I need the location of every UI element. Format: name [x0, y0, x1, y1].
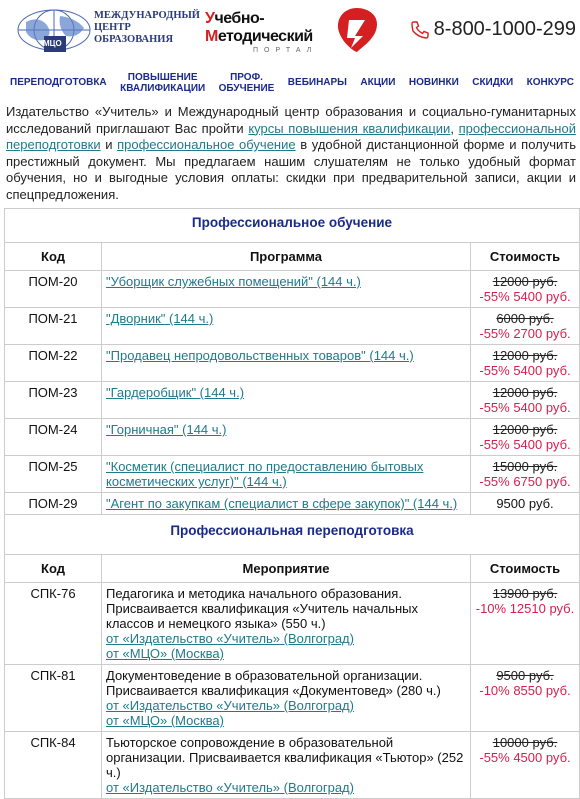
course-description-cell	[102, 583, 471, 665]
header	[0, 0, 580, 66]
link-qualification-courses[interactable]: курсы повышения квалификации	[248, 120, 451, 136]
main-nav	[0, 70, 580, 96]
table-row	[5, 732, 580, 799]
course-code: ПОМ-24	[5, 419, 102, 456]
old-price: 13900 руб.	[492, 586, 558, 601]
table-row	[5, 665, 580, 732]
old-price: 12000 руб.	[492, 385, 558, 400]
table-row	[5, 271, 580, 308]
intro-text: в удобной дистанционной форме и получить престижный документ. Мы предлагаем нашим слушателям не только удобный формат обучения, но и выгодные условия оплаты: скидки при предварительной записи, акции и спецпредложения.	[6, 137, 576, 202]
col-code: Код	[5, 243, 102, 271]
course-link[interactable]: "Косметик (специалист по предоставлению бытовых косметических услуг)" (144 ч.)	[106, 459, 424, 489]
course-code: СПК-76	[5, 583, 102, 665]
table-row	[5, 419, 580, 456]
mco-line-2: ЦЕНТР	[94, 22, 131, 33]
course-price-cell	[471, 493, 580, 515]
old-price: 9500 руб.	[496, 668, 554, 683]
course-program-cell	[102, 382, 471, 419]
course-code: СПК-84	[5, 732, 102, 799]
mco-logo[interactable]	[10, 8, 200, 54]
col-program: Программа	[102, 243, 471, 271]
course-code: ПОМ-21	[5, 308, 102, 345]
discount-price: -10% 12510 руб.	[475, 601, 575, 616]
discount-price: -55% 4500 руб.	[479, 750, 571, 765]
col-price: Стоимость	[471, 555, 580, 583]
discount-price: -55% 5400 руб.	[479, 400, 571, 415]
portal-logo[interactable]	[205, 6, 385, 58]
intro-text: и	[100, 137, 118, 152]
old-price: 15000 руб.	[492, 459, 558, 474]
old-price: 12000 руб.	[492, 422, 558, 437]
old-price: 6000 руб.	[496, 311, 554, 326]
column-header-row	[5, 243, 580, 271]
nav-prof-training-label: ПРОФ. ОБУЧЕНИЕ	[218, 71, 275, 94]
course-price-cell	[471, 419, 580, 456]
org-link-mco[interactable]: от «МЦО» (Москва)	[106, 646, 224, 661]
prof-training-rows	[5, 271, 580, 515]
mco-line-1: МЕЖДУНАРОДНЫЙ	[94, 10, 200, 21]
discount-price: -55% 5400 руб.	[479, 289, 571, 304]
course-link[interactable]: "Гардеробщик" (144 ч.)	[106, 385, 245, 400]
course-program-cell	[102, 419, 471, 456]
mco-line-3: ОБРАЗОВАНИЯ	[94, 34, 174, 45]
discount-price: -55% 5400 руб.	[479, 363, 571, 378]
course-program-cell	[102, 493, 471, 515]
course-link[interactable]: "Уборщик служебных помещений" (144 ч.)	[106, 274, 361, 289]
mco-title	[94, 10, 200, 46]
discount-price: -55% 5400 руб.	[479, 437, 571, 452]
col-event: Мероприятие	[102, 555, 471, 583]
section-header-row	[5, 209, 580, 243]
course-code: ПОМ-29	[5, 493, 102, 515]
course-description: Документоведение в образовательной организации. Присваивается квалификация «Документовед» (280 ч.)	[106, 668, 441, 698]
course-program-cell	[102, 308, 471, 345]
nav-promotions[interactable]: АКЦИИ	[360, 77, 396, 89]
course-code: ПОМ-20	[5, 271, 102, 308]
course-price-cell	[471, 583, 580, 665]
portal-emblem-icon	[333, 6, 381, 54]
course-code: ПОМ-22	[5, 345, 102, 382]
discount-price: -55% 6750 руб.	[479, 474, 571, 489]
course-link[interactable]: "Продавец непродовольственных товаров" (144 ч.)	[106, 348, 414, 363]
discount-price: -55% 2700 руб.	[479, 326, 571, 341]
link-prof-training[interactable]: профессиональное обучение	[117, 137, 296, 152]
table-row	[5, 308, 580, 345]
portal-title-line-1: Учебно-	[205, 10, 265, 27]
table-row	[5, 456, 580, 493]
section-header-row	[5, 515, 580, 555]
course-program-cell	[102, 271, 471, 308]
course-description-cell	[102, 732, 471, 799]
nav-prof-training[interactable]	[219, 72, 275, 95]
course-program-cell	[102, 456, 471, 493]
nav-new[interactable]: НОВИНКИ	[408, 77, 459, 89]
nav-contest[interactable]: КОНКУРС	[526, 77, 574, 89]
old-price: 10000 руб.	[492, 735, 558, 750]
old-price: 12000 руб.	[492, 274, 558, 289]
col-price: Стоимость	[471, 243, 580, 271]
section-title-retraining: Профессиональная переподготовка	[5, 515, 580, 555]
course-code: СПК-81	[5, 665, 102, 732]
mco-badge: МЦО	[43, 39, 62, 48]
phone-icon	[410, 20, 430, 40]
discount-price: -10% 8550 руб.	[479, 683, 571, 698]
old-price: 12000 руб.	[492, 348, 558, 363]
intro-text: ,	[450, 120, 459, 136]
section-title-prof-training: Профессиональное обучение	[5, 209, 580, 243]
course-code: ПОМ-23	[5, 382, 102, 419]
nav-discounts[interactable]: СКИДКИ	[472, 77, 514, 89]
course-price-cell	[471, 308, 580, 345]
course-price-cell	[471, 382, 580, 419]
nav-webinars[interactable]: ВЕБИНАРЫ	[287, 77, 347, 89]
course-link[interactable]: "Агент по закупкам (специалист в сфере закупок)" (144 ч.)	[106, 496, 458, 511]
course-description: Тьюторское сопровождение в образовательной организации. Присваивается квалификация «Тьютор» (252 ч.)	[106, 735, 464, 780]
course-description: Педагогика и методика начального образования. Присваивается квалификация «Учитель начальных классов и немецкого языка» (550 ч.)	[106, 586, 418, 631]
column-header-row	[5, 555, 580, 583]
table-row	[5, 583, 580, 665]
course-program-cell	[102, 345, 471, 382]
retraining-rows	[5, 583, 580, 799]
course-price-cell	[471, 345, 580, 382]
course-description-cell	[102, 665, 471, 732]
course-price-cell	[471, 665, 580, 732]
org-link-mco[interactable]: от «МЦО» (Москва)	[106, 713, 224, 728]
org-link-uchitel[interactable]: от «Издательство «Учитель» (Волгоград)	[106, 631, 354, 646]
link-retraining[interactable]: профессиональной переподготовки	[6, 120, 576, 152]
course-link[interactable]: "Дворник" (144 ч.)	[106, 311, 214, 326]
org-link-uchitel[interactable]: от «Издательство «Учитель» (Волгоград)	[106, 698, 354, 713]
nav-qualification[interactable]	[120, 72, 205, 95]
table-row	[5, 382, 580, 419]
price-value: 9500 руб.	[496, 496, 554, 511]
course-price-cell	[471, 732, 580, 799]
org-link-uchitel[interactable]: от «Издательство «Учитель» (Волгоград)	[106, 780, 354, 795]
table-row	[5, 345, 580, 382]
table-row	[5, 493, 580, 515]
col-code: Код	[5, 555, 102, 583]
course-price-cell	[471, 271, 580, 308]
nav-qualification-label: ПОВЫШЕНИЕ КВАЛИФИКАЦИИ	[120, 71, 206, 94]
nav-retraining[interactable]: ПЕРЕПОДГОТОВКА	[10, 77, 107, 89]
course-code: ПОМ-25	[5, 456, 102, 493]
course-price-cell	[471, 456, 580, 493]
portal-title-line-2: Методический	[205, 28, 313, 45]
phone-number: 8-800-1000-299	[433, 18, 576, 40]
intro-paragraph	[6, 104, 576, 203]
phone-link[interactable]	[410, 18, 576, 41]
course-link[interactable]: "Горничная" (144 ч.)	[106, 422, 227, 437]
portal-subtitle: ПОРТАЛ	[253, 47, 318, 54]
intro-text: Издательство «Учитель» и Международный центр образования и социально-гуманитарных исследований приглашают Вас пройти	[6, 104, 576, 136]
courses-table	[4, 208, 580, 799]
